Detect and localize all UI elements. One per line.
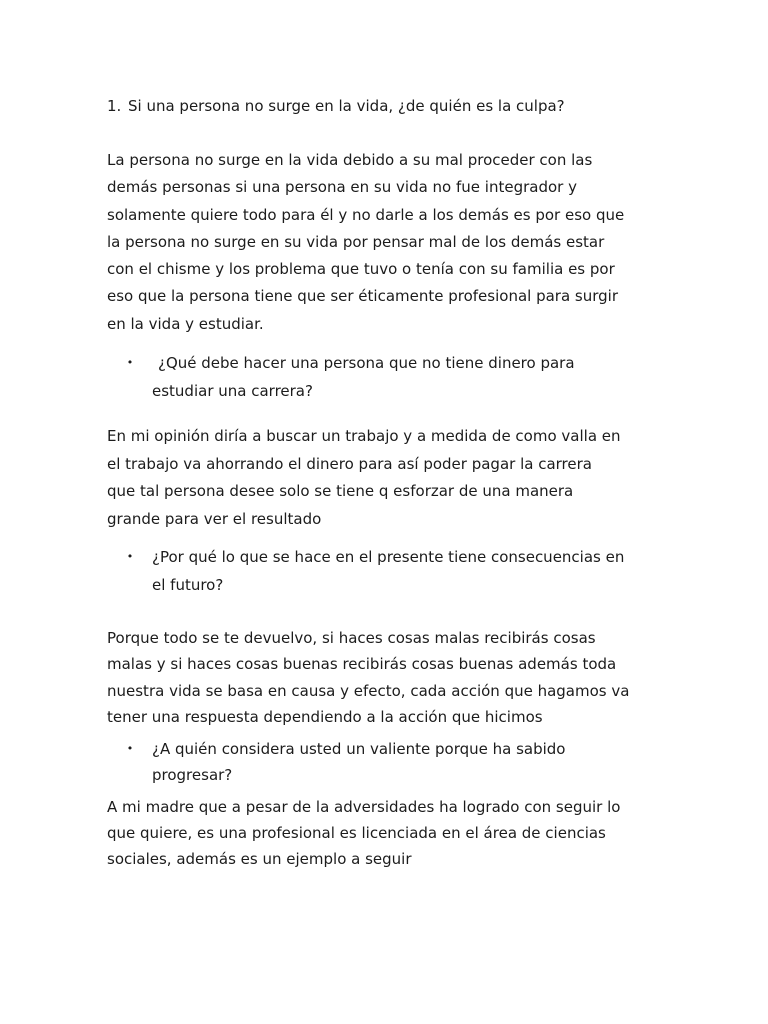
paragraph-line: solamente quiere todo para él y no darle a los demás es por eso que [107, 205, 625, 224]
paragraph-line: con el chisme y los problema que tuvo o tenía con su familia es por [107, 260, 615, 279]
bullet-line: estudiar una carrera? [152, 382, 313, 400]
bullet-line: ¿A quién considera usted un valiente porque ha sabido [152, 740, 566, 758]
bullet-line: ¿Qué debe hacer una persona que no tiene dinero para [158, 354, 575, 372]
bullet-question-2 [122, 543, 624, 599]
paragraph-line: en la vida y estudiar. [107, 314, 264, 333]
paragraph-line: A mi madre que a pesar de la adversidades ha logrado con seguir lo [107, 798, 621, 816]
bullet-line: progresar? [152, 766, 233, 784]
paragraph-line: que tal persona desee solo se tiene q esforzar de una manera [107, 482, 574, 501]
bullet-line: el futuro? [152, 576, 224, 594]
paragraph-line: el trabajo va ahorrando el dinero para así poder pagar la carrera [107, 454, 592, 473]
paragraph-line: malas y si haces cosas buenas recibirás cosas buenas además toda [107, 655, 617, 674]
paragraph-line: sociales, además es un ejemplo a seguir [107, 850, 412, 868]
bullet-marker: • [126, 550, 134, 563]
question-heading [107, 93, 565, 120]
paragraph-line: grande para ver el resultado [107, 509, 322, 528]
bullet-question-1 [122, 349, 575, 405]
bullet-marker: • [126, 742, 134, 755]
paragraph-line: En mi opinión diría a buscar un trabajo y a medida de como valla en [107, 427, 621, 445]
answer-paragraph-1 [107, 147, 624, 338]
paragraph-line: Porque todo se te devuelvo, si haces cosas malas recibirás cosas [107, 629, 596, 647]
answer-paragraph-2 [107, 423, 621, 533]
paragraph-line: tener una respuesta dependiendo a la acción que hicimos [107, 708, 543, 727]
bullet-marker: • [126, 356, 134, 369]
bullet-question-3 [122, 736, 566, 788]
bullet-line: ¿Por qué lo que se hace en el presente tiene consecuencias en [152, 548, 625, 566]
paragraph-line: nuestra vida se basa en causa y efecto, cada acción que hagamos va [107, 681, 630, 700]
answer-paragraph-3 [107, 625, 629, 731]
question-number: 1. [107, 97, 122, 115]
answer-paragraph-4 [107, 794, 620, 872]
paragraph-line: la persona no surge en su vida por pensar mal de los demás estar [107, 232, 605, 251]
paragraph-line: eso que la persona tiene que ser éticamente profesional para surgir [107, 287, 619, 306]
question-text: Si una persona no surge en la vida, ¿de quién es la culpa? [128, 97, 565, 115]
paragraph-line: demás personas si una persona en su vida no fue integrador y [107, 178, 577, 197]
paragraph-line: que quiere, es una profesional es licenciada en el área de ciencias [107, 824, 606, 842]
paragraph-line: La persona no surge en la vida debido a su mal proceder con las [107, 151, 593, 169]
